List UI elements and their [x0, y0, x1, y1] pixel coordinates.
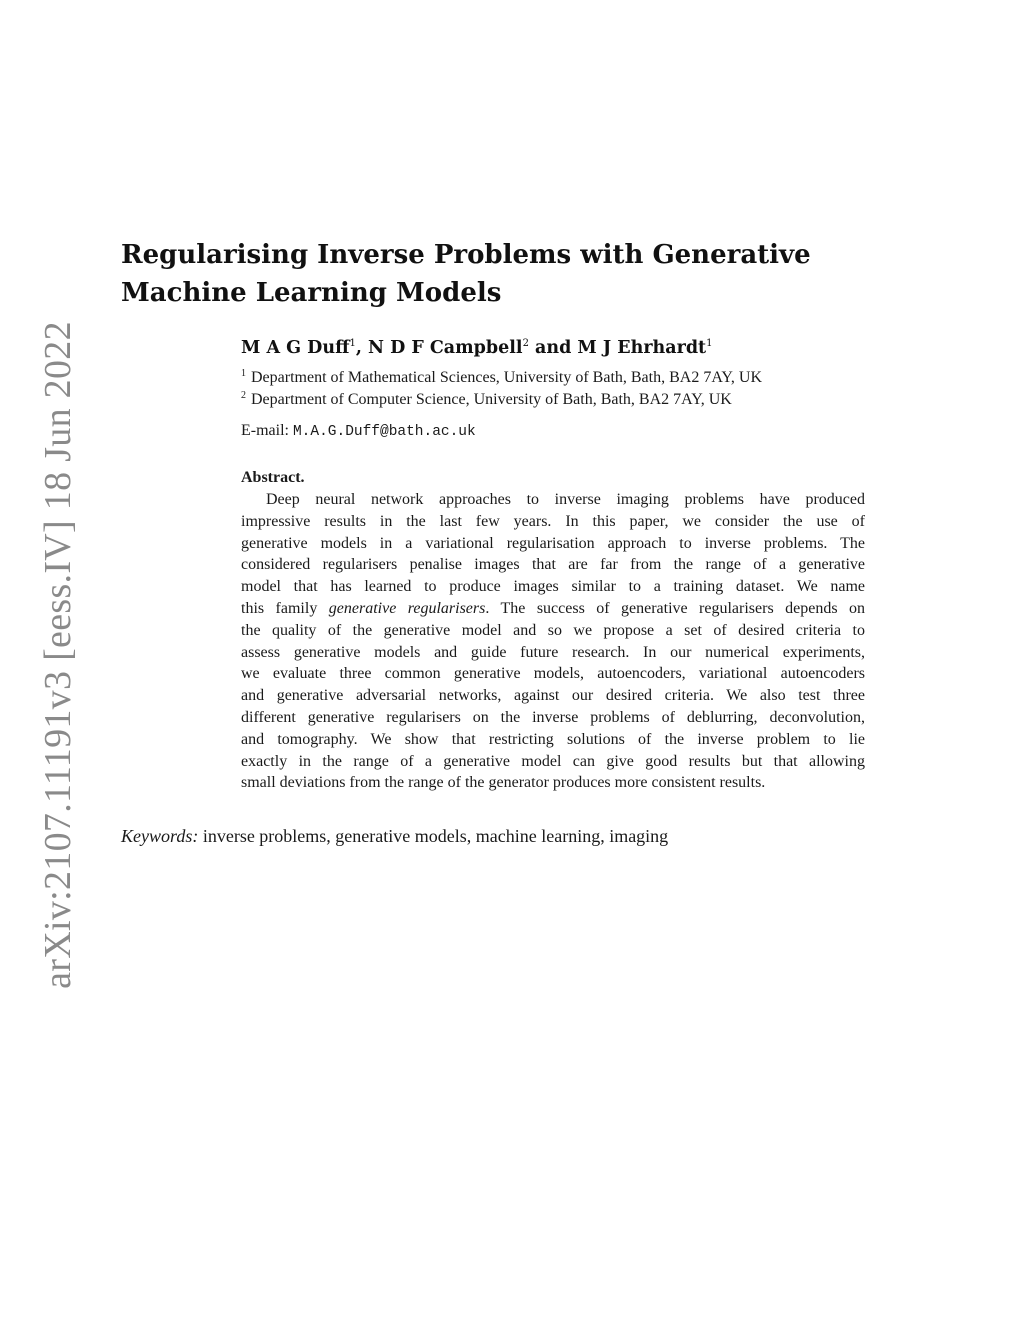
- paper-title: [121, 236, 881, 312]
- affiliation-marker: 1: [706, 338, 713, 349]
- abstract-emphasis: generative regularisers: [328, 599, 486, 617]
- author-name: M J Ehrhardt: [577, 338, 707, 358]
- abstract-heading: Abstract.: [241, 469, 305, 486]
- abstract-line: exactly in the range of a generative model can give good results but that allowing: [241, 752, 865, 770]
- affiliation-number: 2: [241, 390, 246, 401]
- paper-title-line-2: Machine Learning Models: [121, 278, 502, 308]
- email-label: E-mail:: [241, 422, 293, 439]
- abstract-line: different generative regularisers on the inverse problems of deblurring, deconvolution,: [241, 708, 865, 726]
- paper-title-line-1: Regularising Inverse Problems with Generative: [121, 240, 811, 270]
- abstract-line: and generative adversarial networks, against our desired criteria. We also test three: [241, 687, 865, 705]
- affiliation-text: Department of Mathematical Sciences, University of Bath, Bath, BA2 7AY, UK: [251, 369, 763, 386]
- affiliation-2: [241, 391, 732, 409]
- keywords-label: Keywords:: [121, 826, 199, 846]
- author-name: N D F Campbell: [368, 338, 523, 358]
- keywords: [121, 826, 668, 847]
- abstract-text-segment: . The success of generative regularisers depends on: [485, 599, 865, 617]
- abstract-line: and tomography. We show that restricting solutions of the inverse problem to lie: [241, 730, 865, 748]
- email-address-link[interactable]: M.A.G.Duff@bath.ac.uk: [292, 424, 476, 440]
- abstract-line: considered regularisers penalise images that are far from the range of a generative: [241, 556, 865, 574]
- affiliation-text: Department of Computer Science, University of Bath, Bath, BA2 7AY, UK: [251, 391, 732, 408]
- abstract-line: [241, 598, 865, 620]
- arxiv-identifier-stamp: arXiv:2107.11191v3 [eess.IV] 18 Jun 2022: [37, 321, 79, 989]
- abstract-line: generative models in a variational regularisation approach to inverse problems. The: [241, 534, 865, 552]
- abstract-line: model that has learned to produce images similar to a training dataset. We name: [241, 578, 865, 596]
- abstract-line: we evaluate three common generative models, autoencoders, variational autoencoders: [241, 665, 865, 683]
- contact-email: [241, 422, 476, 440]
- abstract-line: impressive results in the last few years. In this paper, we consider the use of: [241, 512, 865, 530]
- author-separator: and: [528, 338, 578, 358]
- affiliation-marker: 2: [522, 338, 529, 349]
- author-separator: ,: [355, 338, 368, 358]
- abstract-line: small deviations from the range of the generator produces more consistent results.: [241, 774, 766, 792]
- abstract-body: [241, 489, 865, 794]
- affiliation-1: [241, 369, 762, 387]
- author-name: M A G Duff: [241, 338, 350, 358]
- author-list: [241, 338, 713, 358]
- abstract-line: assess generative models and guide future research. In our numerical experiments,: [241, 643, 865, 661]
- affiliation-number: 1: [241, 368, 246, 379]
- abstract-line: Deep neural network approaches to inverse imaging problems have produced: [266, 491, 865, 508]
- keywords-text: inverse problems, generative models, machine learning, imaging: [198, 826, 669, 846]
- abstract-text-segment: this family: [241, 599, 329, 617]
- abstract-line: the quality of the generative model and so we propose a set of desired criteria to: [241, 621, 865, 639]
- affiliation-marker: 1: [349, 338, 356, 349]
